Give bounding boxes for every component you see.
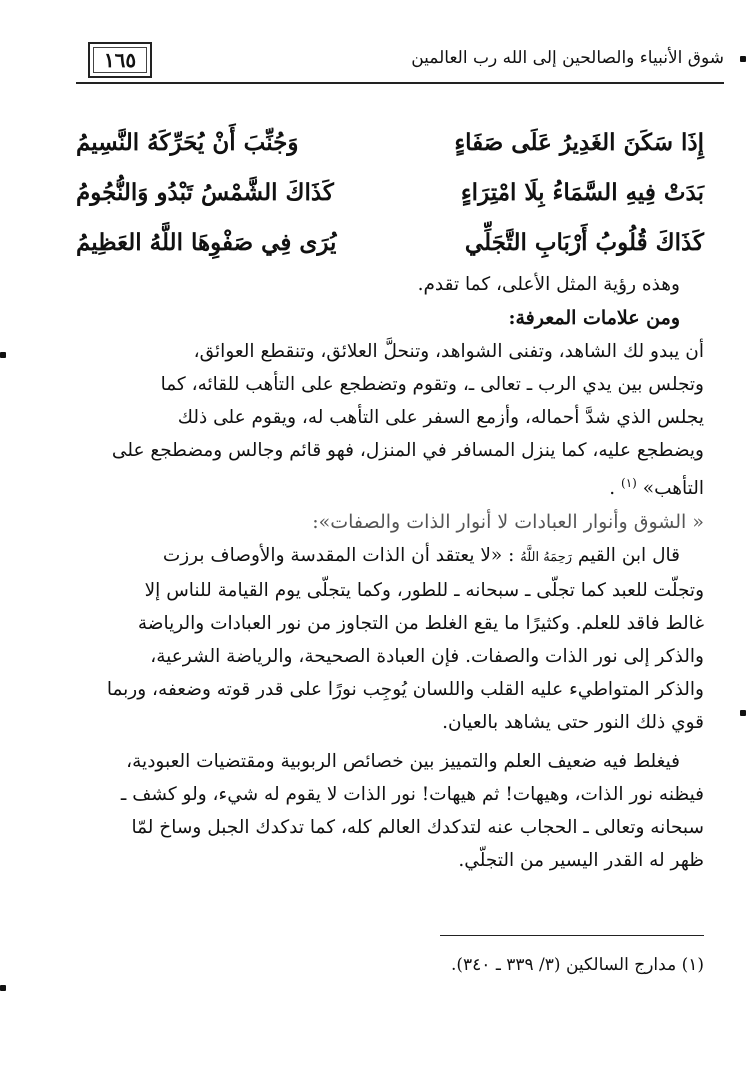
text-line-last: التأهب» $^{(١)}$ . bbox=[609, 476, 704, 500]
text-line: ظهر له القدر اليسير من التجلّي. bbox=[458, 850, 704, 872]
scan-margin-mark bbox=[0, 352, 6, 358]
page-header bbox=[76, 36, 724, 88]
text-fragment: : «لا يعتقد أن الذات المقدسة والأوصاف برزت bbox=[162, 545, 515, 567]
poem-hemistich-right: إِذَا سَكَنَ الغَدِيرُ عَلَى صَفَاءٍ bbox=[454, 129, 704, 156]
text-line: فيغلط فيه ضعيف العلم والتمييز بين خصائص الربوبية ومقتضيات العبودية، bbox=[126, 751, 680, 773]
honorific-phrase: رَحِمَهُ اللَّهُ bbox=[520, 550, 573, 566]
section-heading-longing-and-lights: « الشوق وأنوار العبادات لا أنوار الذات والصفات»: bbox=[312, 511, 704, 534]
text-line: أن يبدو لك الشاهد، وتفنى الشواهد، وتنحلَّ العلائق، وتنقطع العوائق، bbox=[193, 341, 704, 362]
section-heading-signs-of-knowledge: ومن علامات المعرفة: bbox=[508, 307, 680, 329]
quote-intro: قال ابن القيم bbox=[577, 545, 680, 567]
footnote bbox=[76, 955, 704, 975]
text-line: والذكر المتواطيء عليه القلب واللسان يُوجِب نورًا على قدر قوته وضعفه، وربما bbox=[106, 679, 704, 701]
main-text bbox=[76, 118, 704, 877]
text-line: سبحانه وتعالى ـ الحجاب عنه لتدكدك العالم كله، كما تدكدك الجبل وساخ لمّا bbox=[131, 817, 704, 839]
poem-line bbox=[76, 118, 704, 168]
text-line: والذكر إلى نور الذات والصفات. فإن العبادة الصحيحة، والرياضة الشرعية، bbox=[150, 646, 704, 668]
poem-line bbox=[76, 168, 704, 218]
poem-commentary: وهذه رؤية المثل الأعلى، كما تقدم. bbox=[417, 274, 680, 295]
scan-margin-mark bbox=[740, 710, 746, 716]
poem-hemistich-right: بَدَتْ فِيهِ السَّمَاءُ بِلَا امْتِرَاءٍ bbox=[460, 179, 704, 206]
text-line: غالط فاقد للعلم. وكثيرًا ما يقع الغلط من التجاوز من نور العبادات والرياضة bbox=[137, 613, 704, 635]
text-line: ويضطجع عليه، كما ينزل المسافر في المنزل، فهو قائم وجالس ومضطجع على bbox=[111, 440, 704, 461]
footnote-reference: (١) bbox=[621, 476, 637, 490]
poem-line bbox=[76, 218, 704, 268]
text-line: وتجلّت للعبد كما تجلّى ـ سبحانه ـ للطور، وكما يتجلّى يوم القيامة للناس إلا bbox=[144, 580, 704, 602]
poem-hemistich-left: كَذَاكَ الشَّمْسُ تَبْدُو وَالنُّجُومُ bbox=[76, 179, 334, 206]
text-line: فيظنه نور الذات، وهيهات! ثم هيهات! نور الذات لا يقوم له شيء، ولو كشف ـ bbox=[120, 784, 704, 806]
text-line: يجلس الذي شدَّ أحماله، وأزمع السفر على التأهب له، ويقوم على ذلك bbox=[177, 407, 704, 428]
scan-margin-mark bbox=[740, 56, 746, 62]
poem-hemistich-left: وَجُنِّبَ أَنْ يُحَرِّكَهُ النَّسِيمُ bbox=[76, 129, 299, 156]
text-fragment: التأهب» bbox=[642, 478, 704, 500]
text-line bbox=[76, 539, 704, 574]
running-title: شوق الأنبياء والصالحين إلى الله رب العالمين bbox=[411, 48, 724, 68]
poem-hemistich-right: كَذَاكَ قُلُوبُ أَرْبَابِ التَّجَلِّي bbox=[464, 229, 704, 256]
text-line: قوي ذلك النور حتى يشاهد بالعيان. bbox=[442, 712, 704, 734]
header-divider bbox=[76, 82, 724, 84]
text-line: وتجلس بين يدي الرب ـ تعالى ـ، وتقوم وتضطجع على التأهب للقائه، كما bbox=[160, 374, 704, 395]
scan-margin-mark bbox=[0, 985, 6, 991]
footnote-number: (١) bbox=[681, 955, 704, 975]
footnote-divider bbox=[440, 935, 704, 936]
poem-hemistich-left: يُرَى فِي صَفْوِهَا اللَّهُ العَظِيمُ bbox=[76, 229, 337, 256]
footnote-text: مدارج السالكين (٣/ ٣٣٩ ـ ٣٤٠). bbox=[450, 955, 677, 975]
page-number: ١٦٥ bbox=[88, 42, 152, 78]
